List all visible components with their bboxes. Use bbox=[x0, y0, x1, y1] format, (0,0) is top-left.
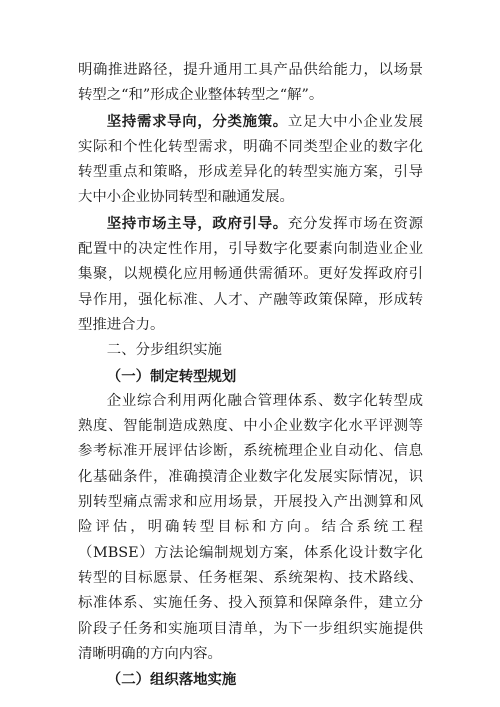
section-heading-2: 二、分步组织实施 bbox=[106, 342, 222, 359]
paragraph-market-led bbox=[78, 211, 423, 338]
paragraph-continuation: 明确推进路径，提升通用工具产品供给能力，以场景转型之“和”形成企业整体转型之“解”。 bbox=[78, 62, 423, 104]
document-body bbox=[78, 58, 423, 692]
paragraph-lead-bold: 坚持需求导向，分类施策。 bbox=[106, 112, 288, 130]
paragraph-demand-oriented bbox=[78, 109, 423, 211]
subsection-heading-2: （二）组织落地实施 bbox=[106, 671, 237, 689]
paragraph-body-text: 立足大中小企业发展实际和个性化转型需求，明确不同类型企业的数字化转型重点和策略，形成差异化的转型实施方案，引导大中小企业协同转型和融通发展。 bbox=[78, 113, 423, 206]
paragraph-body-text: 充分发挥市场在资源配置中的决定性作用，引导数字化要素向制造业企业集聚，以规模化应用畅通供需循环。更好发挥政府引导作用，强化标准、人才、产融等政策保障，形成转型推进合力。 bbox=[78, 215, 423, 333]
paragraph-planning: 企业综合利用两化融合管理体系、数字化转型成熟度、智能制造成熟度、中小企业数字化水平评测等参考标准开展评估诊断，系统梳理企业自动化、信息化基础条件，准确摸清企业数字化发展实际情况，识别转型痛点需求和应用场景，开展投入产出测算和风险评估，明确转型目标和方向。结合系统工程（MBSE）方法论编制规划方案，体系化设计数字化转型的目标愿景、任务框架、系统架构、技术路线、标准体系、实施任务、投入预算和保障条件，建立分阶段子任务和实施项目清单，为下一步组织实施提供清晰明确的方向内容。 bbox=[78, 392, 423, 662]
paragraph-lead-bold: 坚持市场主导，政府引导。 bbox=[106, 214, 288, 232]
subsection-heading-1: （一）制定转型规划 bbox=[106, 367, 237, 385]
